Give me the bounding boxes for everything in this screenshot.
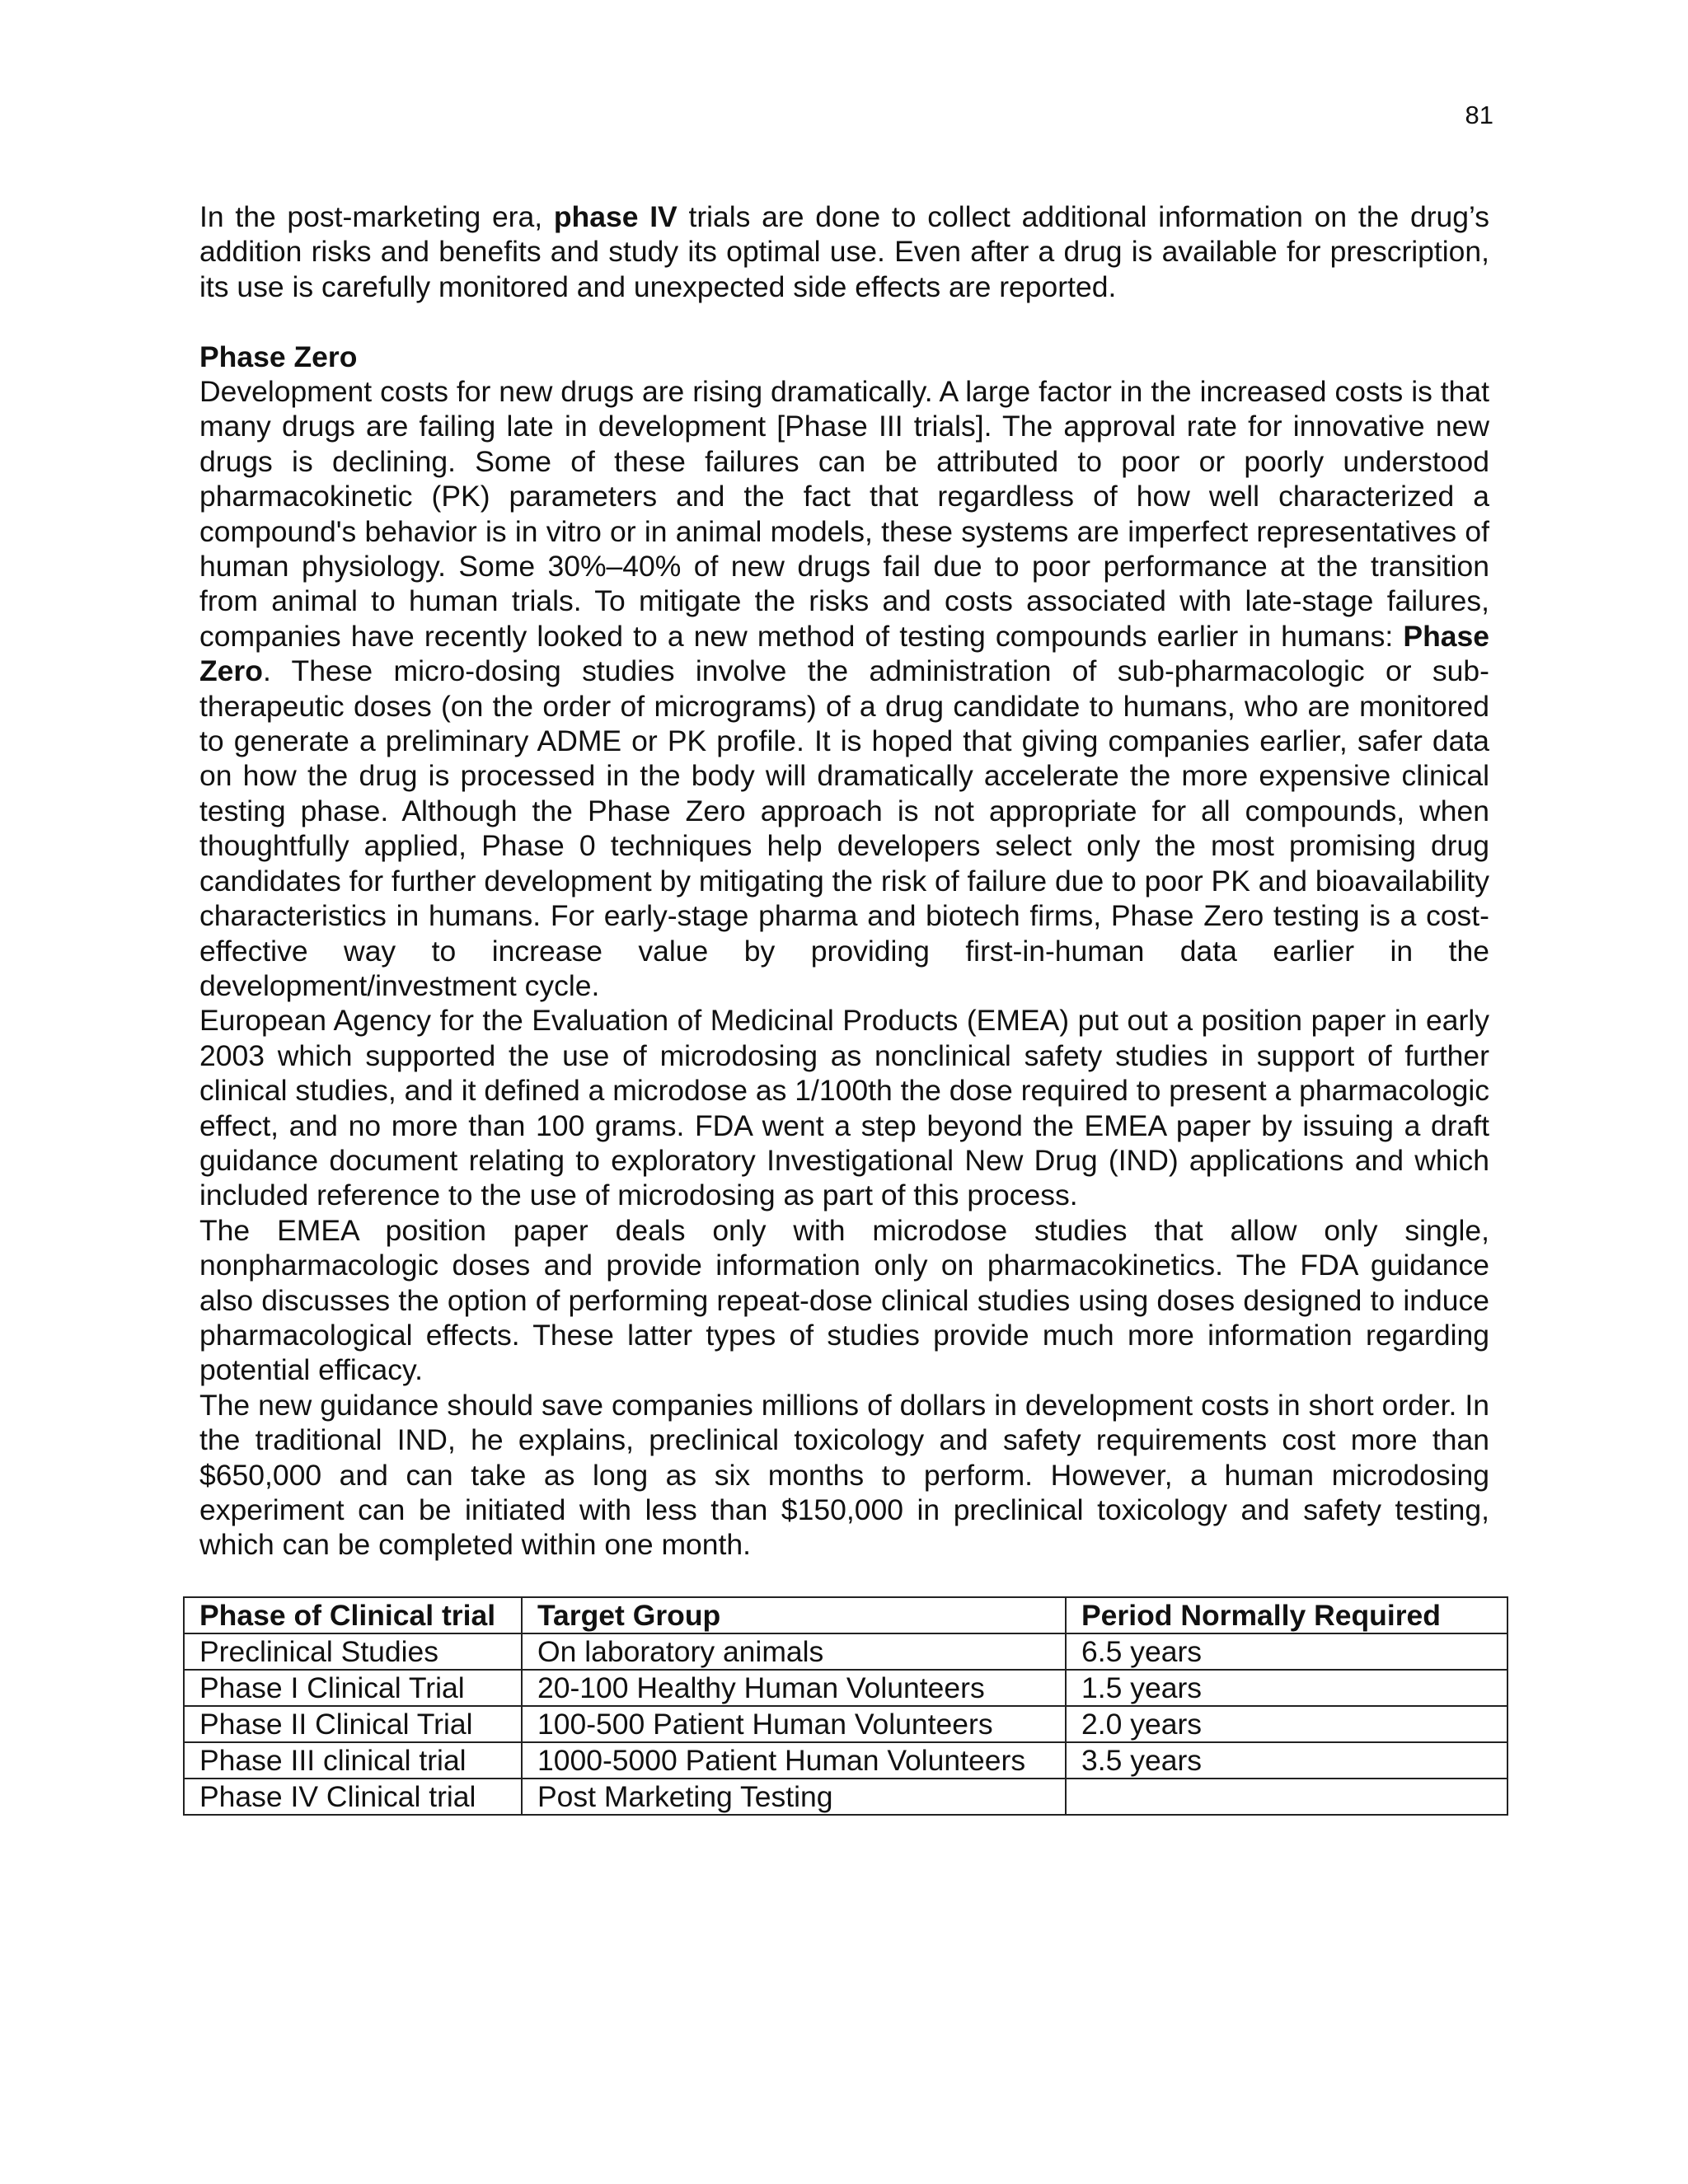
page-number: 81 (1465, 101, 1493, 129)
paragraph-phase-zero-bold: Phase Zero (199, 619, 1489, 688)
table-cell-period: 6.5 years (1066, 1633, 1507, 1670)
table-header-row (184, 1597, 1507, 1633)
table-row (184, 1633, 1507, 1670)
section-heading-phase-zero: Phase Zero (199, 340, 358, 373)
table-row (184, 1670, 1507, 1706)
table-cell-phase: Phase II Clinical Trial (184, 1706, 522, 1742)
table-cell-period (1066, 1779, 1507, 1815)
table-cell-target-group: 100-500 Patient Human Volunteers (522, 1706, 1066, 1742)
paragraph-phase-zero-prefix: Development costs for new drugs are rising dramatically. A large factor in the increased costs is that many drugs are failing late in development [Phase III trials]. The approval rate for innovative new drugs is declining. Some of these failures can be attributed to poor or poorly understood pharmacokinetic (PK) parameters and the fact that regardless of how well characterized a compound's behavior is in vitro or in animal models, these systems are imperfect representatives of human physiology. Some 30%–40% of new drugs fail due to poor performance at the transition from animal to human trials. To mitigate the risks and costs associated with late-stage failures, companies have recently looked to a new method of testing compounds earlier in humans: (199, 375, 1489, 653)
paragraph-emea-position: The EMEA position paper deals only with microdose studies that allow only single, nonpharmacologic doses and provide information only on pharmacokinetics. The FDA guidance also discusses the option of performing repeat-dose clinical studies using doses designed to induce pharmacological effects. These latter types of studies provide much more information regarding potential efficacy. (199, 1213, 1489, 1387)
table-row (184, 1706, 1507, 1742)
table-cell-target-group: 20-100 Healthy Human Volunteers (522, 1670, 1066, 1706)
table-cell-phase: Phase III clinical trial (184, 1742, 522, 1779)
table-cell-target-group: On laboratory animals (522, 1633, 1066, 1670)
document-body (199, 199, 1489, 1563)
table-header-period: Period Normally Required (1066, 1597, 1507, 1633)
table-row (184, 1779, 1507, 1815)
paragraph-emea: European Agency for the Evaluation of Medicinal Products (EMEA) put out a position paper in early 2003 which supported the use of microdosing as nonclinical safety studies in support of further clinical studies, and it defined a microdose as 1/100th the dose required to present a pharmacologic effect, and no more than 100 grams. FDA went a step beyond the EMEA paper by issuing a draft guidance document relating to exploratory Investigational New Drug (IND) applications and which included reference to the use of microdosing as part of this process. (199, 1004, 1489, 1212)
table-header-phase: Phase of Clinical trial (184, 1597, 522, 1633)
clinical-trial-phase-table (183, 1596, 1508, 1816)
table-cell-period: 3.5 years (1066, 1742, 1507, 1779)
paragraph-phase-iv (199, 199, 1489, 304)
clinical-trial-table-container (183, 1596, 1507, 1816)
paragraph-phase-zero (199, 374, 1489, 1003)
table-cell-target-group: 1000-5000 Patient Human Volunteers (522, 1742, 1066, 1779)
table-cell-phase: Preclinical Studies (184, 1633, 522, 1670)
paragraph-phase-iv-bold: phase IV (553, 200, 678, 233)
paragraph-phase-zero-suffix: . These micro-dosing studies involve the administration of sub-pharmacologic or sub-therapeutic doses (on the order of micrograms) of a drug candidate to humans, who are monitored to generate a preliminary ADME or PK profile. It is hoped that giving companies earlier, safer data on how the drug is processed in the body will dramatically accelerate the more expensive clinical testing phase. Although the Phase Zero approach is not appropriate for all compounds, when thoughtfully applied, Phase 0 techniques help developers select only the most promising drug candidates for further development by mitigating the risk of failure due to poor PK and bioavailability characteristics in humans. For early-stage pharma and biotech firms, Phase Zero testing is a cost-effective way to increase value by providing first-in-human data earlier in the development/investment cycle. (199, 654, 1489, 1002)
paragraph-phase-iv-prefix: In the post-marketing era, (199, 200, 554, 233)
table-cell-phase: Phase IV Clinical trial (184, 1779, 522, 1815)
table-cell-period: 1.5 years (1066, 1670, 1507, 1706)
paragraph-phase-iv-suffix: trials are done to collect additional information on the drug’s addition risks and benefits and study its optimal use. Even after a drug is available for prescription, its use is carefully monitored and unexpected side effects are reported. (199, 200, 1489, 303)
table-cell-target-group: Post Marketing Testing (522, 1779, 1066, 1815)
paragraph-guidance: The new guidance should save companies millions of dollars in development costs in short order. In the traditional IND, he explains, preclinical toxicology and safety requirements cost more than $650,000 and can take as long as six months to perform. However, a human microdosing experiment can be initiated with less than $150,000 in preclinical toxicology and safety testing, which can be completed within one month. (199, 1388, 1489, 1562)
table-cell-period: 2.0 years (1066, 1706, 1507, 1742)
table-cell-phase: Phase I Clinical Trial (184, 1670, 522, 1706)
table-row (184, 1742, 1507, 1779)
table-header-target-group: Target Group (522, 1597, 1066, 1633)
